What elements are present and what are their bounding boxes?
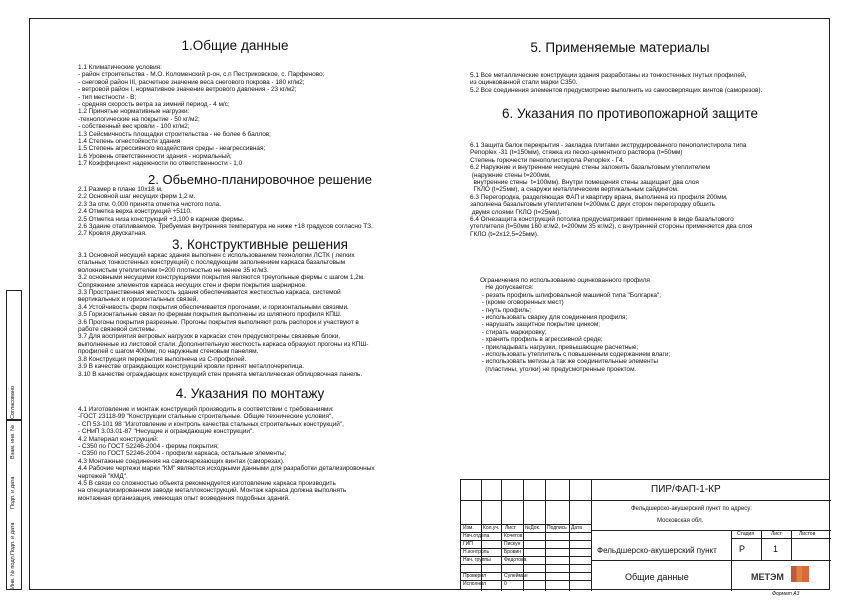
name-3: Федотова (504, 557, 527, 563)
role-1: ГИП (463, 541, 473, 547)
company-logo-icon (791, 566, 809, 582)
sec3-line: работе связевой системы. (78, 326, 157, 334)
sec1-line: 1.2 Принятые нормативные нагрузки: (78, 108, 190, 116)
sec3-line: 3.5 Горизонтальные связи по фермам покрытия выполнены из шляпного профиля КПШ. (78, 311, 342, 319)
profile-restrictions-text (480, 277, 670, 373)
heading-general-data: 1.Общие данные (181, 38, 289, 53)
sec4-line: -ГОСТ 23118-99 "Конструкции стальные строительные. Общие технические условия", (78, 413, 333, 421)
sec4-line: 4.2 Материал конструкций: (78, 435, 159, 443)
project-address: Фельдшерско-акушерский пункт по адресу: (631, 506, 752, 512)
list-value: 1 (773, 544, 779, 554)
stadia-value: Р (739, 544, 746, 554)
sec6-line: 6.4 Огнезащита конструкций потолка предусматривает применение в виде базальтового (470, 216, 734, 224)
restrict-line: - использовать сварку для соединения профиля; (480, 314, 628, 322)
listov-label: Листов (799, 531, 816, 537)
restrict-line: - резать профиль шлифовальной машиной типа "Болгарка"; (480, 291, 661, 299)
restrict-line: - нарушать защитное покрытие цинком; (480, 321, 601, 329)
sec3-line: 3.9 В качестве ограждающих конструкций кровли принят металлочерепица. (78, 363, 304, 371)
sec4-line: 4.1 Изготовление и монтаж конструкций производить в соответствии с требованиями: (78, 406, 334, 413)
name-0: Кочетов (504, 533, 523, 539)
side-label-sign-date-1: Подп. и дата (10, 476, 16, 509)
sec3-line: 3.2 основными несущими конструкциями покрытия являются треугольные фермы с шагом 1,2м. (78, 274, 365, 282)
company-logo: МЕТЭМ (751, 572, 784, 582)
heading-planning: 2. Обьемно-планировочное решение (148, 172, 372, 187)
list-label: Лист (771, 531, 782, 537)
restrict-line: - хранить профиль в агрессивной среде; (480, 336, 603, 344)
name-1: Пискун (504, 541, 521, 547)
sec1-line: 1.7 Коэффициент надежности по ответственности - 1,0 (78, 160, 243, 168)
sec5-line: из оцинкованной стали марки С350. (470, 79, 578, 87)
name-4: Сулейман (504, 573, 528, 579)
header-kol: Кол.уч. (483, 525, 500, 531)
format-label: Формат А3 (772, 591, 800, 597)
sec3-line: волокнистым утеплителем t=200 плотностью не менее 35 кг/м3. (78, 266, 269, 274)
sec2-line: 2.4 Отметка верха конструкций +5110. (78, 208, 192, 216)
restrict-line: - использовать метизы,а так же соединительные элементы (480, 358, 659, 366)
restrict-line: - стирать маркировку; (480, 328, 547, 336)
sec3-line: профилей с шагом 400мм, по наружным стеновым панелям. (78, 348, 259, 356)
sec3-line: 3.10 В качестве ограждающих конструкций стен принята металлическая облицовочная панель. (78, 370, 363, 378)
sec6-line: внутренние стены t=100мм). Внутри помещения стены защищает два слоя (470, 179, 699, 187)
restrict-line: - гнуть профиль; (480, 306, 532, 314)
restrict-line: (пластины, уголки) не предусмотренные проектом. (480, 365, 637, 373)
sec1-line: - снеговой район III, расчетное значение веса снегового покрова - 180 кг/м2; (78, 78, 305, 86)
side-stamp-column (6, 420, 22, 590)
sec4-line: - С350 по ГОСТ 52246-2004 - фермы покрытия; (78, 443, 219, 451)
side-stamp-approved (6, 290, 22, 420)
restrict-line: Не допускается: (480, 284, 534, 292)
sec6-line: заполнена базальтовым утеплителем t=200мм.С двух сторон перегородку обшить (470, 201, 715, 209)
sec5-line: 5.1 Все металлические конструкции здания разработаны из тонкостенных гнутых профилей, (470, 72, 747, 79)
sec1-line: -технологические на покрытие - 50 кг/м2; (78, 115, 200, 123)
heading-fire-protection: 6. Указания по противопожарной защите (502, 106, 758, 121)
sec1-line: - собственный вес кровли - 100 кг/м2; (78, 123, 190, 131)
side-label-approved: Согласовано (10, 385, 16, 419)
sec3-line: 3.7 Для восприятия ветровых нагрузок в каркасах стен предусмотрены связевые блоки, (78, 333, 341, 341)
sec2-line: 2.3 За отм. 0,000 принята отметка чистого пола. (78, 200, 221, 208)
section-3-text (78, 252, 368, 378)
header-ndok: №Док. (525, 525, 541, 531)
sec6-line: 6.1 Защита балок перекрытия - закладка плитами экструдированного пенополистирола типа (470, 142, 747, 149)
header-list: Лист (505, 525, 516, 531)
restrict-line: Ограничения по использованию оцинкованного профиля (480, 277, 650, 284)
heading-structural: 3. Конструктивные решения (172, 237, 348, 252)
sec3-line: 3.6 Прогоны покрытия разрезные. Прогоны покрытия выполняют роль распорок и участвуют в (78, 318, 359, 326)
sec3-line: вертикальных и горизонтальных связей. (78, 296, 199, 304)
sec4-line: - С350 по ГОСТ 52246-2004 - профили каркаса, остальные элементы; (78, 450, 287, 458)
project-code: ПИР/ФАП-1-КР (651, 484, 721, 495)
sec2-line: 2.1 Размер в плане 10х18 м. (78, 186, 163, 193)
header-izm: Изм. (463, 525, 474, 531)
side-label-inventory: Инв. № подл. (10, 554, 16, 589)
section-2-text (78, 186, 373, 238)
role-5: Исполнил (463, 581, 486, 587)
sec4-line: 4.4 Рабочие чертежи марки "КМ" являются исходными данными для разработки детализировочных (78, 465, 375, 473)
stadia-label: Стадия (737, 531, 755, 537)
sec1-line: - тип местности - В; (78, 93, 137, 101)
sec3-line: 3.1 Основной несущий каркас здания выполнен с использованием технологии ЛСТК ( легких (78, 252, 355, 259)
project-region: Московская обл. (657, 518, 704, 524)
role-4: Проверил (463, 573, 487, 579)
section-4-text (78, 406, 375, 502)
sec2-line: 2.6 Здание отапливаемое. Требуемая внутренняя температура не ниже +18 градусов согласно ТЗ. (78, 223, 373, 231)
section-1-text (78, 64, 324, 168)
sec2-line: 2.5 Отметка низа конструкций +3,100 в карнизе фермы. (78, 215, 245, 223)
section-5-text (470, 72, 762, 94)
restrict-line: - (кроме оговоренных мест) (480, 299, 564, 307)
sec4-line: чертежей "КМД". (78, 472, 128, 480)
sec6-line: Penoplex -31 (t=150мм), стяжка из песко-цементного раствора (t=50мм) (470, 149, 683, 157)
sec4-line: на специализированном заводе металлоконструкций. Монтаж каркаса должна выполнять (78, 487, 347, 495)
sec1-line: - средняя скорость ветра за зимний период - 4 м/с; (78, 101, 230, 109)
sec6-line: Степень горючести пенополистирола Penoplex - Г4. (470, 156, 625, 164)
sec6-line: (наружние стены t=200мм, (470, 171, 551, 179)
sec5-line: 5.2 Все соединения элементов предусмотрено выполнить из самосверлящих винтов (саморезов). (470, 86, 763, 94)
role-3: Нач. группы (463, 557, 491, 563)
sec3-line: Сопряжение элементов каркаса несущих стен и ферм покрытия шарнирное. (78, 281, 307, 289)
title-block (460, 479, 830, 590)
section-6-text (470, 142, 752, 238)
sec3-line: 3.3 Пространственная жесткость здания обеспечивается жесткостью каркаса, системой (78, 289, 341, 297)
sec1-line: 1.6 Уровень ответственности здания - нормальный; (78, 152, 232, 160)
sheet-name: Общие данные (625, 572, 689, 582)
sec1-line: 1.4 Степень огнестойкости здания (78, 138, 181, 146)
sec3-line: 3.8 Конструкция перекрытия выполнена из С-профилей. (78, 355, 247, 363)
sec6-line: 6.3 Перегородка, разделяющая ФАП и квартиру врача, выполнена из профиля 200мм, (470, 193, 728, 201)
sec1-line: 1.5 Степень агрессивного воздействия среды - неагрессивная; (78, 145, 266, 153)
sec4-line: 4.5 В связи со сложностью объекта рекомендуется изготовление каркаса производить (78, 480, 336, 488)
sec2-line: 2.7 Кровля двускатная. (78, 230, 147, 238)
role-2: Н.контроль (463, 549, 490, 555)
sec3-line: стальных тонкостенных конструкций) с последующим заполнением каркаса базальтовым (78, 259, 346, 267)
sec3-line: 3.4 Устойчивость ферм покрытия обеспечивается прогонами, и горизонтальными связями. (78, 303, 349, 311)
sec6-line: утеплителя (t=50мм 160 кг/м2, t=200мм 35 кг/м2), с внутренней стороны применяется два слоя (470, 223, 753, 231)
sec3-line: выполненные из листовой стали. Дополнительную жесткость каркаса образуют прогоны из КПШ- (78, 340, 369, 348)
heading-assembly: 4. Указания по монтажу (175, 386, 325, 401)
sec6-line: 6.2 Наружние и внутренние несущие стены заложить базальтовым утеплителем (470, 164, 710, 172)
sec6-line: ГКЛО (t=25мм), а снаружи металлическим вертикальным сайдингом. (470, 186, 679, 194)
restrict-line: - прикладывать нагрузки, превышающие расчетные; (480, 343, 639, 351)
sec1-line: 1.3 Сейсмичность площадки строительства - не более 6 баллов; (78, 130, 271, 138)
heading-materials: 5. Применяемые материалы (530, 40, 710, 55)
sec2-line: 2.2 Основной шаг несущих ферм 1,2 м. (78, 193, 196, 201)
sec1-line: - ветровой район I, нормативное значение ветрового давления - 23 кг/м2; (78, 86, 297, 94)
sec1-line: 1.1 Климатические условия: (78, 64, 162, 71)
header-podp: Подпись (547, 525, 567, 531)
sec4-line: - СНиП 3.03.01-87 "Несущие и ограждающие конструкции". (78, 428, 254, 436)
building-name: Фельдшерско-акушерский пункт (597, 546, 717, 555)
role-0: Нач.отдела (463, 533, 490, 539)
restrict-line: - использовать утеплитель с повышенным содержанием влаги; (480, 351, 671, 359)
sec1-line: - район строительства - М.О. Коломенский р-он, с.п Пестриковское, с. Парфеново; (78, 71, 325, 79)
side-label-sign-date-2: Подп. и дата (10, 522, 16, 555)
sec4-line: 4.3 Монтажные соединения на самонарезающих винтах (саморезах). (78, 457, 285, 465)
name-5: 0 (504, 581, 507, 587)
side-label-replace: Взам. инв. № (10, 424, 16, 459)
sec4-line: монтажная организация, имеющая опыт возведения подобных зданий. (78, 494, 290, 502)
name-2: Бровин (504, 549, 522, 555)
header-data: Дата (571, 525, 583, 531)
sec4-line: - СП 53-101 98 "Изготовление и контроль качества стальных строительных конструкций", (78, 420, 344, 428)
sec6-line: ГКЛО (t=2х12,5=25мм). (470, 230, 539, 238)
sec6-line: двумя слоями ГКЛО (t=25мм). (470, 208, 561, 216)
